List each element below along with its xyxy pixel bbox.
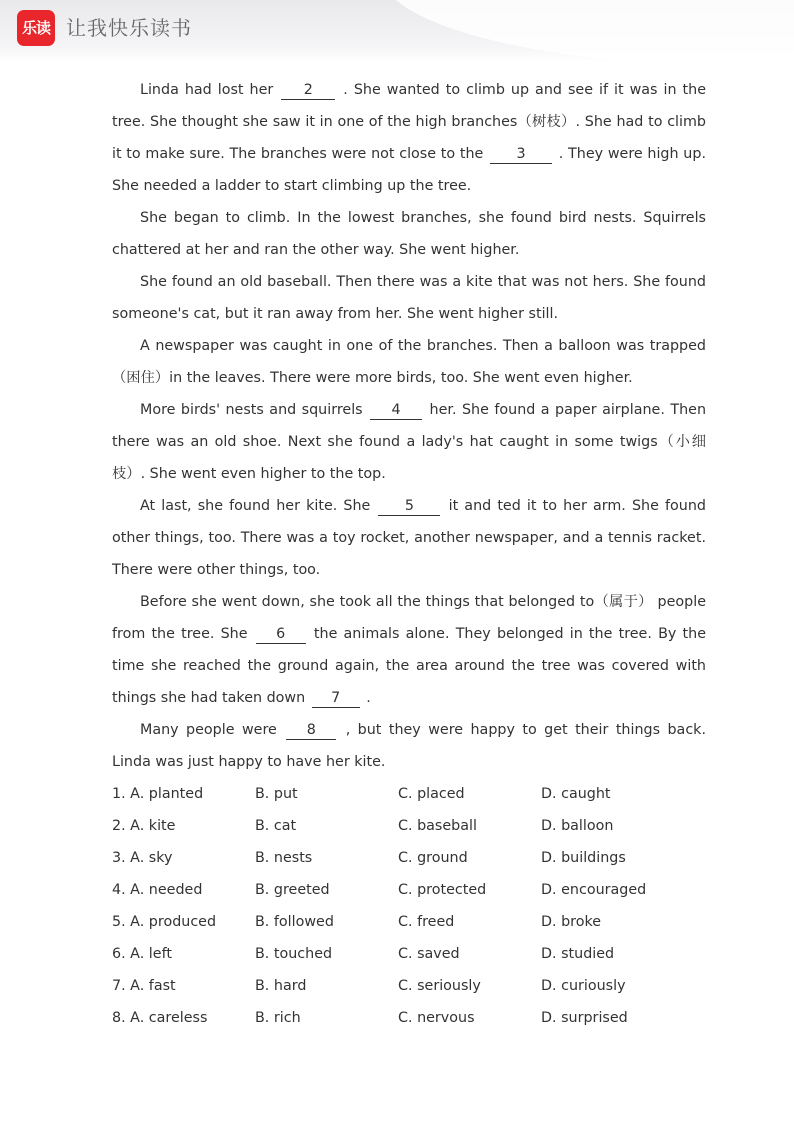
passage-paragraph — [112, 266, 706, 330]
question-options-row — [112, 1002, 706, 1034]
option-choice[interactable]: C. baseball — [398, 818, 477, 834]
reading-passage — [112, 74, 706, 778]
option-choice[interactable]: 5. A. produced — [112, 914, 217, 930]
option-choice[interactable]: 8. A. careless — [112, 1010, 208, 1026]
passage-paragraph — [112, 490, 706, 586]
question-options-row — [112, 938, 706, 970]
question-options-row — [112, 874, 706, 906]
answer-blank[interactable]: 3 — [490, 146, 552, 164]
passage-paragraph — [112, 586, 706, 714]
answer-blank[interactable]: 5 — [378, 498, 440, 516]
question-options-row — [112, 970, 706, 1002]
option-choice[interactable]: 7. A. fast — [112, 978, 176, 994]
passage-text: it and ted it to her arm. She found other things, too. There was a toy rocket, another newspaper, and a tennis racket. There were other things, too. — [112, 498, 706, 578]
option-choice[interactable]: D. studied — [541, 946, 615, 962]
question-options-row — [112, 778, 706, 810]
passage-text: the animals alone. They belonged in the tree. By the time she reached the ground again, the area around the tree was covered with things she had taken down — [112, 626, 706, 706]
option-choice[interactable]: B. greeted — [255, 882, 330, 898]
option-choice[interactable]: C. protected — [398, 882, 487, 898]
option-choice[interactable]: B. followed — [255, 914, 334, 930]
option-choice[interactable]: D. balloon — [541, 818, 614, 834]
passage-paragraph — [112, 202, 706, 266]
option-choice[interactable]: 3. A. sky — [112, 850, 173, 866]
passage-text: . They were high up. She needed a ladder to start climbing up the tree. — [112, 146, 706, 194]
passage-paragraph — [112, 714, 706, 778]
answer-blank[interactable]: 8 — [286, 722, 336, 740]
document-body — [112, 74, 706, 1034]
passage-text: . — [361, 690, 371, 706]
option-choice[interactable]: D. encouraged — [541, 882, 647, 898]
answer-blank[interactable]: 4 — [370, 402, 422, 420]
answer-blank[interactable]: 6 — [256, 626, 306, 644]
passage-text: , but they were happy to get their things back. Linda was just happy to have her kite. — [112, 722, 707, 770]
passage-text: More birds' nests and squirrels — [140, 402, 369, 418]
answer-blank[interactable]: 7 — [312, 690, 360, 708]
option-choice[interactable]: B. hard — [255, 978, 307, 994]
option-choice[interactable]: 6. A. left — [112, 946, 172, 962]
option-choice[interactable]: C. nervous — [398, 1010, 475, 1026]
passage-text: At last, she found her kite. She — [140, 498, 377, 514]
question-options-row — [112, 906, 706, 938]
brand-slogan: 让我快乐读书 — [66, 16, 192, 40]
page-header — [0, 0, 794, 62]
option-choice[interactable]: 1. A. planted — [112, 786, 204, 802]
option-choice[interactable]: C. saved — [398, 946, 460, 962]
passage-text: Many people were — [140, 722, 285, 738]
option-choice[interactable]: C. freed — [398, 914, 455, 930]
option-choice[interactable]: C. ground — [398, 850, 468, 866]
answer-blank[interactable]: 2 — [281, 82, 335, 100]
passage-text: A newspaper was caught in one of the branches. Then a balloon was trapped（困住）in the leaves. There were more birds, too. She went even higher. — [112, 338, 706, 386]
passage-text: . She wanted to climb up and see if it was in the tree. She thought she saw it in one of the high branches（树枝）. She had to climb it to make sure. The branches were not close to the — [112, 82, 707, 162]
option-choice[interactable]: C. seriously — [398, 978, 481, 994]
brand-logo: 乐读 — [17, 10, 55, 46]
option-choice[interactable]: B. cat — [255, 818, 297, 834]
option-choice[interactable]: 4. A. needed — [112, 882, 203, 898]
option-choice[interactable]: D. caught — [541, 786, 611, 802]
passage-text: Before she went down, she took all the things that belonged to（属于） people from the tree. She — [112, 594, 706, 642]
header-decoration — [380, 0, 794, 62]
passage-paragraph — [112, 394, 706, 490]
passage-paragraph — [112, 74, 706, 202]
option-choice[interactable]: D. surprised — [541, 1010, 628, 1026]
option-choice[interactable]: D. broke — [541, 914, 602, 930]
question-options-row — [112, 810, 706, 842]
question-options-row — [112, 842, 706, 874]
passage-text: She began to climb. In the lowest branches, she found bird nests. Squirrels chattered at her and ran the other way. She went higher. — [112, 210, 706, 258]
option-choice[interactable]: B. touched — [255, 946, 333, 962]
option-choice[interactable]: B. rich — [255, 1010, 301, 1026]
passage-text: She found an old baseball. Then there was a kite that was not hers. She found someone's cat, but it ran away from her. She went higher still. — [112, 274, 706, 322]
passage-paragraph — [112, 330, 706, 394]
option-choice[interactable]: D. buildings — [541, 850, 626, 866]
option-choice[interactable]: B. put — [255, 786, 298, 802]
option-choice[interactable]: B. nests — [255, 850, 313, 866]
option-choice[interactable]: C. placed — [398, 786, 465, 802]
answer-options — [112, 778, 706, 1034]
option-choice[interactable]: 2. A. kite — [112, 818, 176, 834]
passage-text: her. She found a paper airplane. Then there was an old shoe. Next she found a lady's hat caught in some twigs（小细枝）. She went even higher to the top. — [112, 402, 707, 482]
option-choice[interactable]: D. curiously — [541, 978, 626, 994]
passage-text: Linda had lost her — [140, 82, 280, 98]
